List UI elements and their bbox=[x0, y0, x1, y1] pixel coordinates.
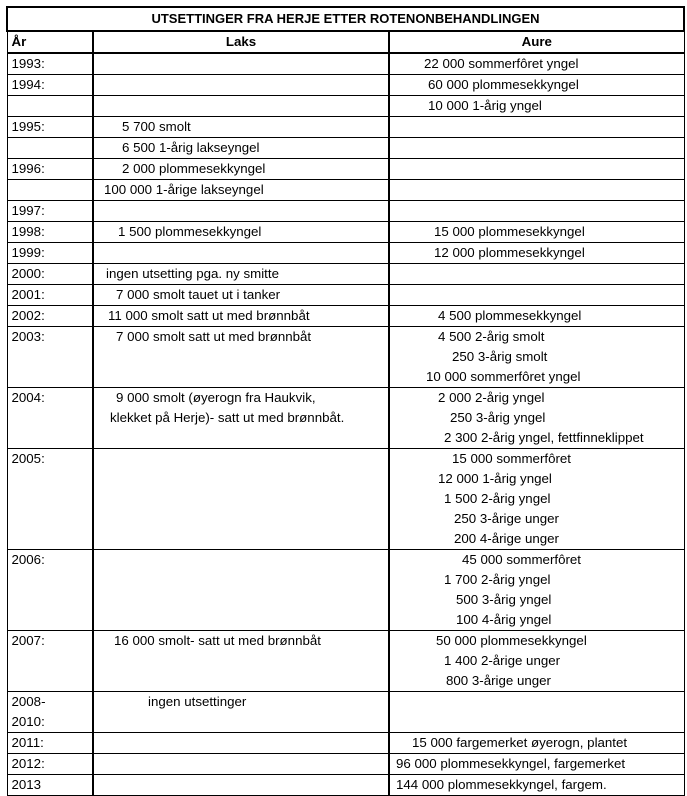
laks-cell bbox=[93, 692, 389, 733]
year-cell bbox=[7, 775, 93, 796]
laks-cell-line: 7 000 smolt satt ut med brønnbåt bbox=[116, 329, 312, 344]
table-row bbox=[7, 388, 684, 449]
aure-cell bbox=[389, 75, 684, 96]
year-cell bbox=[7, 117, 93, 138]
aure-cell bbox=[389, 754, 684, 775]
laks-cell-line bbox=[94, 775, 388, 795]
laks-cell-line bbox=[94, 54, 388, 74]
aure-cell-line: 10 000 sommerfôret yngel bbox=[426, 369, 581, 384]
laks-cell-line: 6 500 1-årig lakseyngel bbox=[122, 140, 260, 155]
laks-cell bbox=[93, 285, 389, 306]
table-row bbox=[7, 449, 684, 550]
column-header-year: År bbox=[7, 31, 93, 53]
laks-cell bbox=[93, 96, 389, 117]
laks-cell bbox=[93, 53, 389, 75]
year-cell-line bbox=[12, 96, 93, 116]
aure-cell-line: 200 4-årige unger bbox=[454, 531, 559, 546]
table-row bbox=[7, 138, 684, 159]
column-header-aure: Aure bbox=[389, 31, 684, 53]
stocking-table-sheet bbox=[6, 6, 683, 796]
laks-cell bbox=[93, 631, 389, 692]
aure-cell-line: 12 000 plommesekkyngel bbox=[434, 245, 585, 260]
table-row bbox=[7, 117, 684, 138]
table-row bbox=[7, 201, 684, 222]
year-cell bbox=[7, 754, 93, 775]
year-cell bbox=[7, 138, 93, 159]
aure-cell bbox=[389, 388, 684, 449]
year-cell bbox=[7, 75, 93, 96]
laks-cell-line bbox=[94, 201, 388, 221]
laks-cell bbox=[93, 222, 389, 243]
table-row bbox=[7, 53, 684, 75]
aure-cell-line: 60 000 plommesekkyngel bbox=[428, 77, 579, 92]
laks-cell-line bbox=[94, 754, 388, 774]
year-cell bbox=[7, 449, 93, 550]
aure-cell-line: 144 000 plommesekkyngel, fargem. bbox=[396, 777, 607, 792]
year-cell-line: 1995: bbox=[11, 119, 45, 134]
table-row bbox=[7, 96, 684, 117]
laks-cell bbox=[93, 264, 389, 285]
aure-cell-line bbox=[390, 138, 684, 158]
aure-cell-line: 1 400 2-årige unger bbox=[444, 653, 561, 668]
aure-cell bbox=[389, 775, 684, 796]
laks-cell bbox=[93, 775, 389, 796]
laks-cell-line: 11 000 smolt satt ut med brønnbåt bbox=[108, 308, 310, 323]
year-cell bbox=[7, 306, 93, 327]
aure-cell-line: 45 000 sommerfôret bbox=[462, 552, 581, 567]
laks-cell-line: klekket på Herje)- satt ut med brønnbåt. bbox=[110, 410, 345, 425]
aure-cell-line bbox=[390, 264, 684, 284]
laks-cell bbox=[93, 754, 389, 775]
aure-cell bbox=[389, 222, 684, 243]
year-cell-line: 2013 bbox=[11, 777, 42, 792]
year-cell-line: 1994: bbox=[11, 77, 45, 92]
aure-cell-line: 4 500 2-årig smolt bbox=[438, 329, 545, 344]
laks-cell-line: 16 000 smolt- satt ut med brønnbåt bbox=[114, 633, 321, 648]
year-cell-line: 1997: bbox=[11, 203, 45, 218]
laks-cell bbox=[93, 159, 389, 180]
year-cell-line: 2005: bbox=[11, 451, 45, 466]
aure-cell-line: 800 3-årige unger bbox=[446, 673, 551, 688]
table-row bbox=[7, 306, 684, 327]
aure-cell bbox=[389, 138, 684, 159]
aure-cell bbox=[389, 53, 684, 75]
year-cell bbox=[7, 53, 93, 75]
table-row bbox=[7, 631, 684, 692]
year-cell-line: 2006: bbox=[11, 552, 45, 567]
aure-cell bbox=[389, 733, 684, 754]
table-row bbox=[7, 327, 684, 388]
aure-cell bbox=[389, 550, 684, 631]
aure-cell-line: 4 500 plommesekkyngel bbox=[438, 308, 582, 323]
aure-cell bbox=[389, 631, 684, 692]
laks-cell-line bbox=[94, 75, 388, 95]
year-cell-line: 2003: bbox=[11, 329, 45, 344]
year-cell-line: 1998: bbox=[11, 224, 45, 239]
aure-cell-line bbox=[390, 180, 684, 200]
aure-cell bbox=[389, 327, 684, 388]
table-title: UTSETTINGER FRA HERJE ETTER ROTENONBEHANDLINGEN bbox=[7, 7, 684, 31]
year-cell bbox=[7, 285, 93, 306]
aure-cell bbox=[389, 285, 684, 306]
year-cell-line: 2004: bbox=[11, 390, 45, 405]
laks-cell bbox=[93, 733, 389, 754]
laks-cell bbox=[93, 327, 389, 388]
table-row bbox=[7, 264, 684, 285]
aure-cell-line: 250 3-årig smolt bbox=[452, 349, 548, 364]
aure-cell-line: 1 500 2-årig yngel bbox=[444, 491, 551, 506]
year-cell-line: 2012: bbox=[11, 756, 45, 771]
table-row bbox=[7, 775, 684, 796]
year-cell bbox=[7, 222, 93, 243]
laks-cell-line: ingen utsettinger bbox=[148, 694, 247, 709]
year-cell-line: 2001: bbox=[11, 287, 45, 302]
aure-cell-line: 2 300 2-årig yngel, fettfinneklippet bbox=[444, 430, 644, 445]
aure-cell-line: 2 000 2-årig yngel bbox=[438, 390, 545, 405]
year-cell bbox=[7, 159, 93, 180]
aure-cell-line: 15 000 plommesekkyngel bbox=[434, 224, 585, 239]
aure-cell bbox=[389, 692, 684, 733]
aure-cell-line bbox=[390, 201, 684, 221]
year-cell-line: 2000: bbox=[11, 266, 45, 281]
year-cell-line: 2002: bbox=[11, 308, 45, 323]
aure-cell bbox=[389, 117, 684, 138]
table-row bbox=[7, 222, 684, 243]
year-cell-line: 2008- bbox=[11, 694, 46, 709]
year-cell bbox=[7, 201, 93, 222]
laks-cell bbox=[93, 138, 389, 159]
table-row bbox=[7, 75, 684, 96]
stocking-table bbox=[6, 6, 685, 796]
aure-cell-line bbox=[390, 692, 684, 712]
table-row bbox=[7, 285, 684, 306]
aure-cell bbox=[389, 96, 684, 117]
year-cell bbox=[7, 692, 93, 733]
table-row bbox=[7, 159, 684, 180]
aure-cell-line: 100 4-årig yngel bbox=[456, 612, 552, 627]
year-cell bbox=[7, 550, 93, 631]
table-row bbox=[7, 692, 684, 733]
laks-cell-line: 5 700 smolt bbox=[122, 119, 191, 134]
aure-cell-line: 50 000 plommesekkyngel bbox=[436, 633, 587, 648]
column-header-laks: Laks bbox=[93, 31, 389, 53]
aure-cell-line bbox=[390, 285, 684, 305]
year-cell bbox=[7, 733, 93, 754]
laks-cell-line: ingen utsetting pga. ny smitte bbox=[106, 266, 279, 281]
year-cell-line: 2010: bbox=[11, 714, 45, 729]
aure-cell-line: 12 000 1-årig yngel bbox=[438, 471, 552, 486]
laks-cell bbox=[93, 243, 389, 264]
aure-cell-line: 22 000 sommerfôret yngel bbox=[424, 56, 579, 71]
aure-cell bbox=[389, 159, 684, 180]
year-cell-line bbox=[12, 138, 93, 158]
aure-cell-line: 250 3-årig yngel bbox=[450, 410, 546, 425]
aure-cell-line: 96 000 plommesekkyngel, fargemerket bbox=[396, 756, 626, 771]
aure-cell-line: 500 3-årig yngel bbox=[456, 592, 552, 607]
laks-cell bbox=[93, 550, 389, 631]
year-cell bbox=[7, 264, 93, 285]
laks-cell bbox=[93, 117, 389, 138]
aure-cell bbox=[389, 449, 684, 550]
laks-cell-line bbox=[94, 96, 388, 116]
aure-cell bbox=[389, 201, 684, 222]
laks-cell-line bbox=[94, 733, 388, 753]
aure-cell-line: 250 3-årige unger bbox=[454, 511, 559, 526]
laks-cell bbox=[93, 201, 389, 222]
year-cell bbox=[7, 388, 93, 449]
laks-cell bbox=[93, 180, 389, 201]
year-cell-line: 1993: bbox=[11, 56, 45, 71]
year-cell-line bbox=[12, 180, 93, 200]
table-row bbox=[7, 733, 684, 754]
laks-cell-line bbox=[94, 243, 388, 263]
table-row bbox=[7, 243, 684, 264]
laks-cell-line: 2 000 plommesekkyngel bbox=[122, 161, 266, 176]
aure-cell bbox=[389, 180, 684, 201]
aure-cell-line: 15 000 sommerfôret bbox=[452, 451, 571, 466]
laks-cell-line bbox=[94, 550, 388, 570]
aure-cell-line: 10 000 1-årig yngel bbox=[428, 98, 542, 113]
laks-cell bbox=[93, 306, 389, 327]
year-cell bbox=[7, 180, 93, 201]
aure-cell-line bbox=[390, 159, 684, 179]
year-cell bbox=[7, 631, 93, 692]
laks-cell-line: 7 000 smolt tauet ut i tanker bbox=[116, 287, 281, 302]
year-cell-line: 1999: bbox=[11, 245, 45, 260]
laks-cell-line: 100 000 1-årige lakseyngel bbox=[104, 182, 264, 197]
aure-cell-line: 15 000 fargemerket øyerogn, plantet bbox=[412, 735, 628, 750]
laks-cell-line: 9 000 smolt (øyerogn fra Haukvik, bbox=[116, 390, 316, 405]
laks-cell bbox=[93, 449, 389, 550]
year-cell bbox=[7, 96, 93, 117]
aure-cell-line bbox=[390, 117, 684, 137]
aure-cell bbox=[389, 306, 684, 327]
table-row bbox=[7, 754, 684, 775]
laks-cell-line bbox=[94, 449, 388, 469]
aure-cell bbox=[389, 243, 684, 264]
table-body bbox=[7, 53, 684, 796]
table-row bbox=[7, 180, 684, 201]
aure-cell bbox=[389, 264, 684, 285]
year-cell-line: 2007: bbox=[11, 633, 45, 648]
table-row bbox=[7, 550, 684, 631]
laks-cell bbox=[93, 75, 389, 96]
laks-cell-line: 1 500 plommesekkyngel bbox=[118, 224, 262, 239]
laks-cell bbox=[93, 388, 389, 449]
year-cell-line: 2011: bbox=[11, 735, 44, 750]
aure-cell-line: 1 700 2-årig yngel bbox=[444, 572, 551, 587]
year-cell bbox=[7, 243, 93, 264]
year-cell-line: 1996: bbox=[11, 161, 45, 176]
year-cell bbox=[7, 327, 93, 388]
